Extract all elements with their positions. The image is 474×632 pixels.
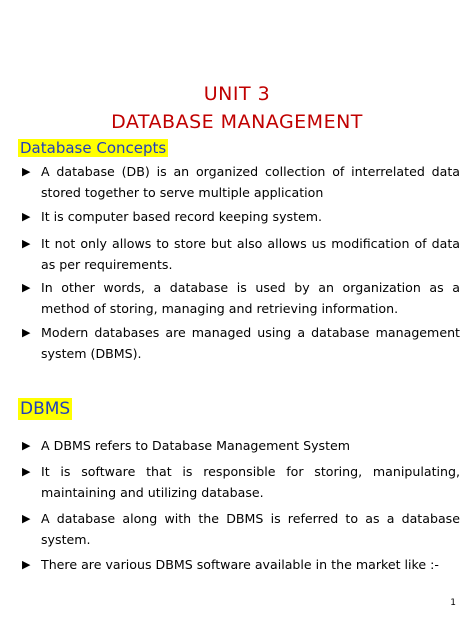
list-item [22, 508, 460, 550]
bullet-arrow-icon: ▶ [22, 439, 31, 452]
bullet-arrow-icon: ▶ [22, 281, 31, 294]
chapter-title: DATABASE MANAGEMENT [111, 111, 363, 133]
list-item [22, 161, 460, 203]
unit-title: UNIT 3 [203, 83, 271, 105]
list-item [22, 206, 460, 227]
list-item [22, 277, 460, 319]
section-heading-database-concepts: Database Concepts [20, 139, 167, 157]
list-item-text: It is computer based record keeping system. [41, 209, 323, 224]
section-heading-dbms: DBMS [20, 399, 71, 419]
bullet-arrow-icon: ▶ [22, 237, 31, 250]
list-item-text: There are various DBMS software available in the market like :- [41, 557, 439, 572]
bullet-arrow-icon: ▶ [22, 210, 31, 223]
page-number: 1 [450, 598, 456, 608]
list-item-text: In other words, a database is used by an organization as a method of storing, managing and retrieving information. [41, 280, 460, 316]
bullet-arrow-icon: ▶ [22, 512, 31, 525]
list-item [22, 554, 460, 575]
list-item [22, 435, 460, 456]
list-item-text: A database (DB) is an organized collection of interrelated data stored together to serve multiple application [41, 164, 460, 200]
list-item [22, 461, 460, 503]
list-item-text: A DBMS refers to Database Management System [41, 438, 351, 453]
bullet-arrow-icon: ▶ [22, 326, 31, 339]
list-item-text: Modern databases are managed using a database management system (DBMS). [41, 325, 460, 361]
list-item [22, 233, 460, 275]
list-item-text: A database along with the DBMS is referred to as a database system. [41, 511, 460, 547]
list-item [22, 322, 460, 364]
bullet-arrow-icon: ▶ [22, 165, 31, 178]
list-item-text: It not only allows to store but also allows us modification of data as per requirements. [41, 236, 460, 272]
bullet-arrow-icon: ▶ [22, 465, 31, 478]
bullet-arrow-icon: ▶ [22, 558, 31, 571]
list-item-text: It is software that is responsible for storing, manipulating, maintaining and utilizing database. [41, 464, 460, 500]
